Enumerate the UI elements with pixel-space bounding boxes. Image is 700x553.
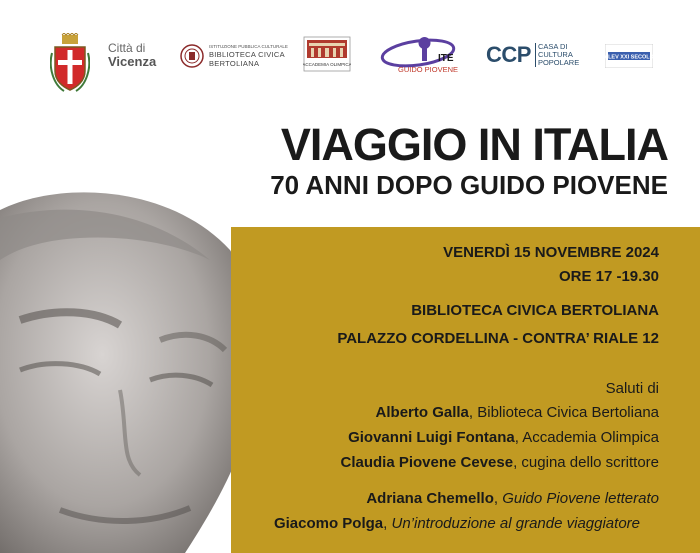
citta-di-vicenza-logo xyxy=(108,41,156,69)
greeting-role: , cugina dello scrittore xyxy=(513,454,659,471)
alev-label: ALEV XXI SECOLO xyxy=(605,54,653,61)
logo-bar xyxy=(0,0,700,110)
ite-label: ITE xyxy=(438,53,454,64)
speaker-talk: Guido Piovene letterato xyxy=(502,490,659,507)
greeting-row xyxy=(341,454,660,471)
speaker-talk: Un’introduzione al grande viaggiatore xyxy=(391,515,640,532)
speaker-sep: , xyxy=(493,490,503,507)
bertoliana-seal-icon xyxy=(180,44,204,68)
greeting-row xyxy=(376,404,659,421)
greeting-name: Claudia Piovene Cevese xyxy=(340,454,514,471)
ite-guido-piovene-logo xyxy=(380,35,470,75)
bertoliana-logo xyxy=(180,44,288,68)
greeting-name: Giovanni Luigi Fontana xyxy=(348,429,515,446)
portrait-photo xyxy=(0,190,260,553)
ccp-line-2: CULTURA xyxy=(537,50,573,59)
ccp-logo xyxy=(486,42,579,68)
bertoliana-small: ISTITUZIONE PUBBLICA CULTURALE xyxy=(209,44,288,49)
speaker-name: Adriana Chemello xyxy=(366,490,494,507)
event-address: PALAZZO CORDELLINA - CONTRA’ RIALE 12 xyxy=(337,330,659,347)
accademia-olimpica-logo xyxy=(303,36,351,72)
city-line-2: Vicenza xyxy=(108,54,157,69)
greetings-heading: Saluti di xyxy=(605,380,659,397)
greeting-row xyxy=(348,429,659,446)
ccp-line-3: POPOLARE xyxy=(537,58,580,67)
greeting-role: , Biblioteca Civica Bertoliana xyxy=(468,404,659,421)
event-time: ORE 17 -19.30 xyxy=(558,268,659,285)
event-date: VENERDÌ 15 NOVEMBRE 2024 xyxy=(443,244,659,261)
vicenza-crest-icon xyxy=(50,33,90,95)
alev-logo xyxy=(605,44,653,68)
greeting-role: , Accademia Olimpica xyxy=(514,429,659,446)
event-title: VIAGGIO IN ITALIA xyxy=(280,119,668,170)
ccp-line-1: CASA DI xyxy=(537,42,568,51)
bertoliana-line-2: BERTOLIANA xyxy=(209,59,260,68)
event-subtitle: 70 ANNI DOPO GUIDO PIOVENE xyxy=(270,170,668,200)
accademia-label: ACCADEMIA OLIMPICA xyxy=(303,62,351,67)
event-venue: BIBLIOTECA CIVICA BERTOLIANA xyxy=(411,302,659,319)
greeting-name: Alberto Galla xyxy=(375,404,469,421)
ccp-abbr: CCP xyxy=(486,42,531,67)
speaker-sep: , xyxy=(383,515,392,532)
speaker-row xyxy=(366,490,659,507)
city-line-1: Città di xyxy=(108,41,146,55)
guido-piovene-label: GUIDO PIOVENE xyxy=(398,65,459,74)
speaker-row xyxy=(274,515,640,532)
bertoliana-line-1: BIBLIOTECA CIVICA xyxy=(209,50,285,59)
speaker-name: Giacomo Polga xyxy=(273,515,384,532)
